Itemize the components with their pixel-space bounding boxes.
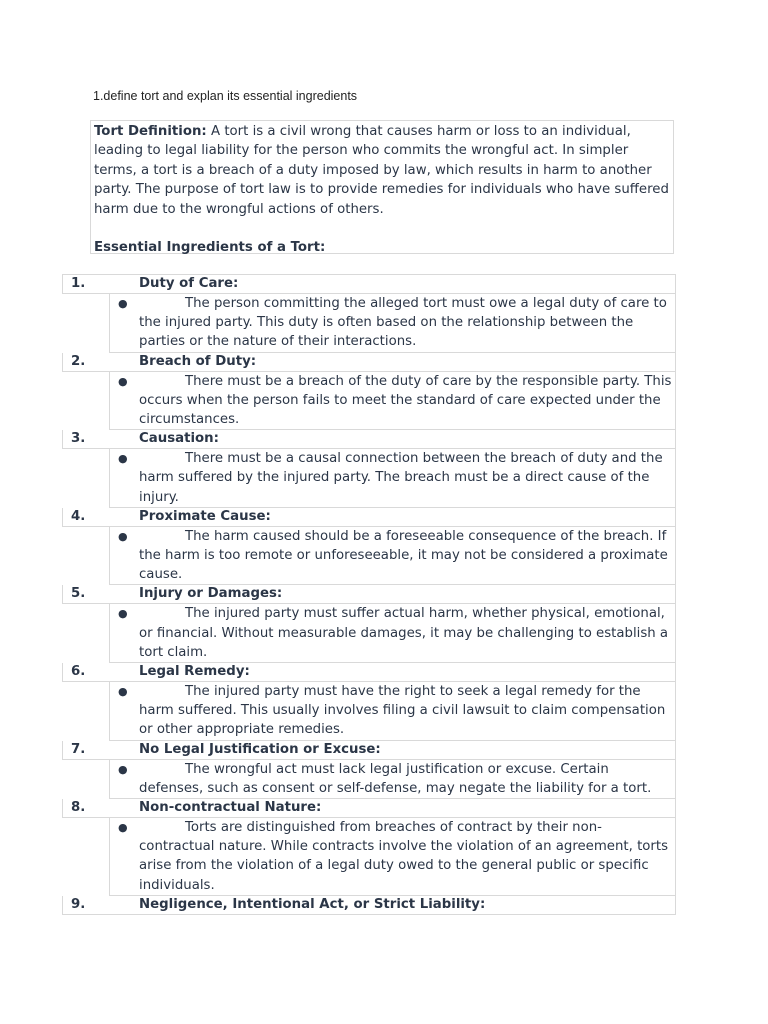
list-item-title-row	[62, 275, 676, 294]
document-heading: 1.define tort and explan its essential ingredients	[93, 89, 358, 103]
item-title: Proximate Cause:	[139, 508, 271, 524]
item-number: 8.	[71, 800, 86, 816]
list-item-title-row	[62, 741, 676, 760]
bullet-icon: ●	[118, 762, 128, 776]
list-item-body-row	[109, 449, 676, 508]
item-title: No Legal Justification or Excuse:	[139, 741, 381, 757]
definition-box	[90, 120, 674, 254]
list-item-title-row	[62, 430, 676, 449]
list-item-title-row	[62, 353, 676, 372]
definition-text: A tort is a civil wrong that causes harm or loss to an individual, leading to legal liability for the person who commits the wrongful act. In simpler terms, a tort is a breach of a duty imposed by law, which results in harm to another party. The purpose of tort law is to provide remedies for individuals who have suffered harm due to the wrongful actions of others.	[94, 124, 669, 217]
item-description: The harm caused should be a foreseeable consequence of the breach. If the harm is too remote or unforeseeable, it may not be considered a proximate cause.	[139, 528, 668, 583]
item-description: Torts are distinguished from breaches of contract by their non-contractual nature. While contracts involve the violation of an agreement, torts arise from the violation of a legal duty owed to the general public or specific individuals.	[139, 820, 669, 893]
ingredients-list	[62, 274, 676, 915]
item-description: The person committing the alleged tort must owe a legal duty of care to the injured party. This duty is often based on the relationship between the parties or the nature of their interactions.	[139, 296, 667, 350]
item-number: 1.	[71, 276, 86, 291]
item-number: 9.	[71, 896, 86, 912]
item-title: Negligence, Intentional Act, or Strict Liability:	[139, 896, 486, 912]
list-item-body-row	[109, 682, 676, 741]
list-item-body-row	[109, 294, 676, 353]
list-item-title-row	[62, 799, 676, 818]
item-number: 4.	[71, 508, 86, 524]
list-item-body-row	[109, 372, 676, 431]
list-item-title-row	[62, 508, 676, 527]
bullet-icon: ●	[118, 374, 128, 388]
item-number: 2.	[71, 353, 86, 369]
item-title: Breach of Duty:	[139, 353, 257, 369]
item-title: Duty of Care:	[139, 276, 239, 291]
item-number: 6.	[71, 664, 86, 680]
list-item-title-row	[62, 663, 676, 682]
list-item-body-row	[109, 604, 676, 663]
list-item-body-row	[109, 527, 676, 586]
item-description: The injured party must suffer actual harm, whether physical, emotional, or financial. Without measurable damages, it may be challenging to establish a tort claim.	[139, 606, 669, 660]
ingredients-subheading-text: Essential Ingredients of a Tort:	[94, 240, 326, 256]
item-number: 5.	[71, 586, 86, 602]
item-description: The injured party must have the right to seek a legal remedy for the harm suffered. This usually involves filing a civil lawsuit to claim compensation or other appropriate remedies.	[139, 684, 666, 738]
item-number: 3.	[71, 431, 86, 447]
item-title: Non-contractual Nature:	[139, 800, 322, 816]
item-title: Legal Remedy:	[139, 664, 250, 680]
ingredients-subheading	[94, 238, 670, 257]
bullet-icon: ●	[118, 297, 128, 310]
item-title: Causation:	[139, 431, 219, 447]
item-number: 7.	[71, 741, 86, 757]
item-description: There must be a breach of the duty of care by the responsible party. This occurs when the person fails to meet the standard of care expected under the circumstances.	[139, 373, 672, 428]
bullet-icon: ●	[118, 529, 128, 543]
item-description: The wrongful act must lack legal justification or excuse. Certain defenses, such as consent or self-defense, may negate the liability for a tort.	[139, 761, 652, 796]
definition-label: Tort Definition:	[94, 124, 207, 139]
list-item-body-row	[109, 818, 676, 896]
list-item-title-row	[62, 896, 676, 915]
definition-paragraph	[94, 122, 670, 219]
list-item-body-row	[109, 760, 676, 799]
item-description: There must be a causal connection between the breach of duty and the harm suffered by the injured party. The breach must be a direct cause of the injury.	[139, 451, 663, 505]
paragraph-gap	[94, 219, 670, 238]
list-item-title-row	[62, 585, 676, 604]
bullet-icon: ●	[118, 685, 128, 699]
bullet-icon: ●	[118, 821, 128, 835]
bullet-icon: ●	[118, 452, 128, 466]
item-title: Injury or Damages:	[139, 586, 283, 602]
bullet-icon: ●	[118, 607, 128, 621]
